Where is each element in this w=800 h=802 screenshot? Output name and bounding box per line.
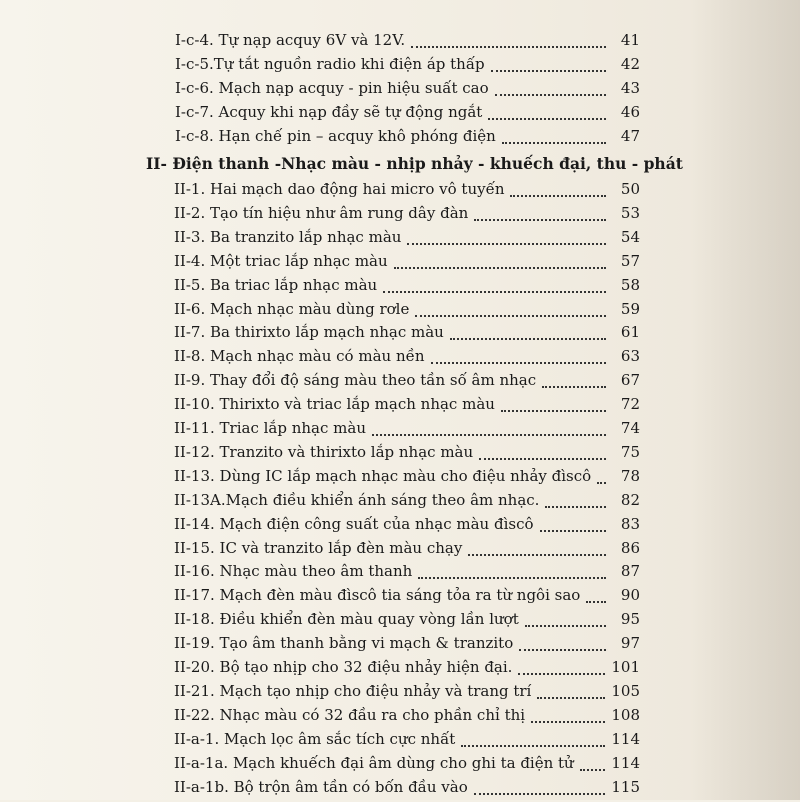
toc-entry-label: II-15. IC và tranzito lắp đèn màu chạy bbox=[174, 538, 463, 557]
toc-entry bbox=[174, 204, 640, 228]
toc-leader-dots bbox=[415, 315, 606, 317]
toc-entry bbox=[174, 276, 640, 300]
toc-page-number: 46 bbox=[620, 103, 640, 121]
toc-entry-label: II-11. Triac lắp nhạc màu bbox=[174, 419, 366, 437]
toc-page-number: 63 bbox=[620, 347, 640, 366]
toc-entry bbox=[175, 79, 640, 103]
toc-entry-label: II-17. Mạch đèn màu đìscô tia sáng tỏa ra từ ngôi sao bbox=[174, 586, 581, 605]
toc-leader-dots bbox=[474, 793, 606, 795]
toc-leader-dots bbox=[411, 46, 606, 48]
page-spine-shadow bbox=[690, 0, 800, 800]
toc-page-number: 41 bbox=[620, 31, 640, 49]
toc-leader-dots bbox=[479, 458, 606, 460]
toc-entry-label: II-19. Tạo âm thanh bằng vi mạch & tranzito bbox=[174, 634, 514, 653]
toc-entry-label: II-9. Thay đổi độ sáng màu theo tần số âm nhạc bbox=[174, 371, 537, 390]
toc-page-number: 97 bbox=[620, 634, 640, 653]
toc-entry-label: II-12. Tranzito và thirixto lắp nhạc màu bbox=[174, 442, 474, 461]
toc-entry-label: II-a-1. Mạch lọc âm sắc tích cực nhất bbox=[174, 729, 456, 748]
toc-entry-label: I-c-4. Tự nạp acquy 6V và 12V. bbox=[175, 31, 406, 49]
toc-leader-dots bbox=[491, 70, 606, 72]
toc-leader-dots bbox=[383, 291, 606, 293]
toc-leader-dots bbox=[501, 410, 606, 412]
toc-page-number: 115 bbox=[611, 777, 640, 796]
toc-entry bbox=[174, 539, 640, 563]
toc-leader-dots bbox=[580, 769, 606, 771]
toc-leader-dots bbox=[407, 243, 606, 245]
toc-page-number: 72 bbox=[620, 395, 640, 414]
toc-entry-label: II-8. Mạch nhạc màu có màu nền bbox=[174, 347, 425, 366]
toc-entry bbox=[174, 682, 640, 706]
toc-entry bbox=[174, 323, 640, 347]
toc-entry bbox=[174, 586, 640, 610]
toc-entry-label: I-c-5.Tự tắt nguồn radio khi điện áp thấp bbox=[175, 55, 485, 73]
toc-page-number: 82 bbox=[620, 490, 640, 509]
toc-leader-dots bbox=[542, 386, 606, 388]
toc-entry-label: II-3. Ba tranzito lắp nhạc màu bbox=[174, 227, 402, 246]
toc-entry-label: II-7. Ba thirixto lắp mạch nhạc màu bbox=[174, 323, 444, 342]
toc-page-number: 105 bbox=[611, 681, 640, 700]
toc-entry bbox=[175, 31, 640, 55]
toc-page-number: 90 bbox=[620, 586, 640, 605]
toc-leader-dots bbox=[537, 697, 605, 699]
toc-page-number: 42 bbox=[620, 55, 640, 73]
toc-leader-dots bbox=[502, 142, 606, 144]
toc-page-number: 50 bbox=[620, 180, 640, 198]
toc-entry-label: I-c-8. Hạn chế pin – acquy khô phóng điện bbox=[175, 127, 496, 145]
toc-page-number: 114 bbox=[611, 729, 640, 748]
toc-leader-dots bbox=[510, 195, 606, 197]
toc-entry bbox=[174, 562, 640, 586]
toc-entry-label: II-1. Hai mạch dao động hai micro vô tuyến bbox=[174, 180, 505, 198]
toc-entry-label: I-c-7. Acquy khi nạp đầy sẽ tự động ngắt bbox=[175, 103, 483, 121]
toc-entry bbox=[174, 419, 640, 443]
toc-entry bbox=[174, 252, 640, 276]
toc-page-number: 108 bbox=[611, 705, 640, 724]
toc-page-number: 114 bbox=[611, 753, 640, 772]
toc-leader-dots bbox=[531, 721, 605, 723]
toc-leader-dots bbox=[586, 601, 606, 603]
toc-entry-label: II-10. Thirixto và triac lắp mạch nhạc màu bbox=[174, 395, 495, 414]
toc-leader-dots bbox=[519, 649, 606, 651]
toc-entry bbox=[174, 706, 640, 730]
toc-entry-label: II-21. Mạch tạo nhịp cho điệu nhảy và trang trí bbox=[174, 681, 532, 700]
toc-leader-dots bbox=[461, 745, 605, 747]
toc-page-number: 83 bbox=[620, 514, 640, 533]
toc-page-number: 43 bbox=[620, 79, 640, 97]
toc-entry bbox=[174, 754, 640, 778]
toc-page-number: 86 bbox=[620, 538, 640, 557]
toc-entry-label: II-6. Mạch nhạc màu dùng rơle bbox=[174, 299, 410, 318]
toc-entry-label: II-13A.Mạch điều khiển ánh sáng theo âm nhạc. bbox=[174, 490, 540, 509]
toc-entry bbox=[174, 515, 640, 539]
toc-leader-dots bbox=[495, 94, 606, 96]
toc-entry-label: II-14. Mạch điện công suất của nhạc màu đìscô bbox=[174, 514, 534, 533]
toc-entry-label: II-13. Dùng IC lắp mạch nhạc màu cho điệu nhảy đìscô bbox=[174, 466, 592, 485]
toc-entry bbox=[174, 228, 640, 252]
toc-entry bbox=[174, 395, 640, 419]
toc-entry bbox=[174, 443, 640, 467]
toc-entry-label: II-16. Nhạc màu theo âm thanh bbox=[174, 562, 413, 581]
toc-entry bbox=[174, 371, 640, 395]
toc-entry bbox=[174, 778, 640, 802]
toc-page-number: 95 bbox=[620, 610, 640, 629]
toc-entry bbox=[174, 180, 640, 204]
toc-page-number: 87 bbox=[620, 562, 640, 581]
toc-page-number: 67 bbox=[620, 371, 640, 390]
toc-entry-label: II-4. Một triac lắp nhạc màu bbox=[174, 251, 388, 270]
toc-leader-dots bbox=[450, 338, 606, 340]
toc-entry bbox=[174, 347, 640, 371]
toc-leader-dots bbox=[518, 673, 605, 675]
toc-entry-label: II-20. Bộ tạo nhịp cho 32 điệu nhảy hiện đại. bbox=[174, 658, 513, 676]
toc-leader-dots bbox=[597, 482, 606, 484]
toc-leader-dots bbox=[394, 267, 606, 269]
toc-entry bbox=[174, 610, 640, 634]
toc-leader-dots bbox=[540, 530, 606, 532]
toc-page-number: 75 bbox=[620, 442, 640, 461]
toc-leader-dots bbox=[418, 577, 606, 579]
toc-page-number: 57 bbox=[620, 251, 640, 270]
toc-leader-dots bbox=[431, 362, 606, 364]
toc-entry-label: II-18. Điều khiển đèn màu quay vòng lần lượt bbox=[174, 610, 519, 629]
toc-page-number: 61 bbox=[620, 323, 640, 342]
toc-page-number: 59 bbox=[620, 299, 640, 318]
toc-leader-dots bbox=[545, 506, 606, 508]
toc-entry bbox=[175, 127, 640, 151]
toc-page-number: 58 bbox=[620, 275, 640, 294]
toc-leader-dots bbox=[474, 219, 606, 221]
toc-leader-dots bbox=[468, 554, 606, 556]
toc-leader-dots bbox=[488, 118, 606, 120]
toc-leader-dots bbox=[525, 625, 606, 627]
section-heading: II- Điện thanh -Nhạc màu - nhịp nhảy - khuếch đại, thu - phát bbox=[146, 154, 683, 173]
toc-page-number: 54 bbox=[620, 227, 640, 246]
toc-entry-label: II-a-1a. Mạch khuếch đại âm dùng cho ghi ta điện tử bbox=[174, 753, 574, 772]
toc-page-number: 74 bbox=[620, 419, 640, 437]
toc-entry bbox=[174, 658, 640, 682]
toc-leader-dots bbox=[372, 434, 606, 436]
toc-entry-label: II-22. Nhạc màu có 32 đầu ra cho phần chỉ thị bbox=[174, 705, 526, 724]
toc-entry-label: II-5. Ba triac lắp nhạc màu bbox=[174, 275, 378, 294]
toc-entry bbox=[175, 103, 640, 127]
toc-page-number: 101 bbox=[611, 658, 640, 676]
toc-entry-label: I-c-6. Mạch nạp acquy - pin hiệu suất cao bbox=[175, 79, 489, 97]
toc-page-number: 78 bbox=[620, 466, 640, 485]
toc-entry bbox=[174, 491, 640, 515]
toc-entry bbox=[175, 55, 640, 79]
toc-entry bbox=[174, 300, 640, 324]
toc-entry-label: II-2. Tạo tín hiệu như âm rung dây đàn bbox=[174, 203, 469, 222]
toc-page-number: 53 bbox=[620, 203, 640, 222]
toc-entry bbox=[174, 634, 640, 658]
toc-entry bbox=[174, 730, 640, 754]
toc-page-number: 47 bbox=[620, 127, 640, 145]
toc-entry bbox=[174, 467, 640, 491]
toc-entry-label: II-a-1b. Bộ trộn âm tần có bốn đầu vào bbox=[174, 777, 468, 796]
